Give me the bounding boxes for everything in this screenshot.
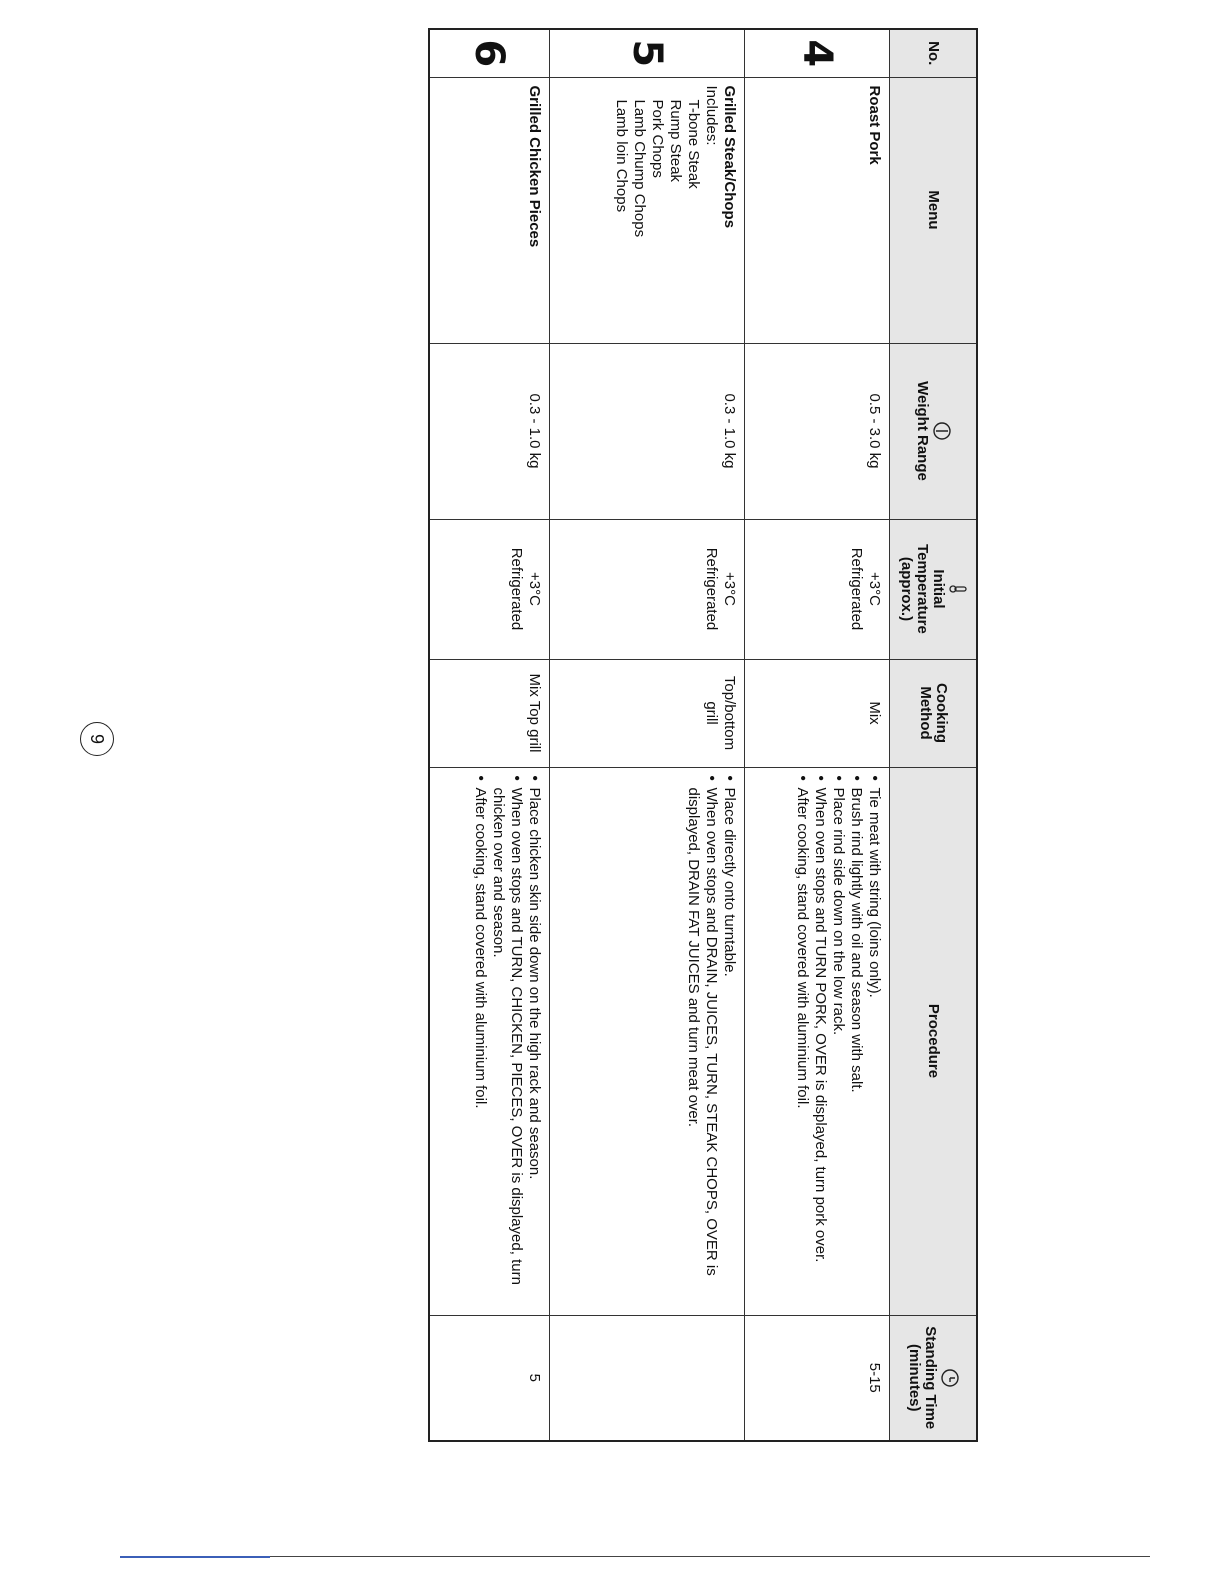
header-no: No. [890,29,978,77]
procedure-cell [745,767,890,1315]
header-temp-label: Initial Temperature (approx.) [898,544,947,634]
menu-title: Grilled Chicken Pieces [525,85,543,248]
procedure-step: • Place chicken skin side down on the high rack and season. [525,776,543,1307]
procedure-step: • When oven stops and TURN, CHICKEN, PIECES, OVER is displayed, turn chicken over and season. [489,776,525,1307]
weight-cell: 0.3 - 1.0 kg [429,343,549,519]
procedure-step: • Brush rind lightly with oil and season with salt. [847,776,865,1307]
bottom-rule-accent [120,1556,270,1558]
table-row [549,29,744,1441]
temp-label: Refrigerated [703,547,721,631]
menu-cell [549,77,744,343]
procedure-list [793,776,883,1307]
temp-value: +3°C [525,572,543,606]
procedure-step: • Tie meat with string (loins only). [865,776,883,1307]
header-method: Cooking Method [890,659,978,767]
method-cell: Top/bottom grill [549,659,744,767]
weight-cell: 0.5 - 3.0 kg [745,343,890,519]
menu-title: Grilled Steak/Chops [721,85,739,229]
temp-cell [549,519,744,659]
method-cell: Mix [745,659,890,767]
header-procedure: Procedure [890,767,978,1315]
thermometer-icon [948,579,968,599]
standing-cell: 5-15 [745,1315,890,1441]
header-weight [890,343,978,519]
procedure-cell [429,767,549,1315]
weight-icon [932,421,952,441]
row-number: 6 [429,29,549,77]
temp-value: +3°C [721,572,739,606]
row-number: 4 [745,29,890,77]
temp-label: Refrigerated [507,547,525,631]
cooking-table-rotated [428,28,978,1440]
row-number: 5 [549,29,744,77]
standing-cell [549,1315,744,1441]
header-row [890,29,978,1441]
procedure-step: • Place directly onto turntable. [720,776,738,1307]
menu-item: T-bone Steak [685,99,703,189]
procedure-list [471,776,543,1307]
procedure-step: • When oven stops and TURN PORK, OVER is displayed, turn pork over. [811,776,829,1307]
temp-label: Refrigerated [848,547,865,631]
table-row [429,29,549,1441]
weight-cell: 0.3 - 1.0 kg [549,343,744,519]
procedure-step: • Place rind side down on the low rack. [829,776,847,1307]
header-temp [890,519,978,659]
bottom-rule [120,1556,1150,1557]
procedure-cell [549,767,744,1315]
menu-item: Pork Chops [649,99,667,178]
header-standing [890,1315,978,1441]
temp-cell [745,519,890,659]
header-standing-label: Standing Time (minutes) [906,1326,939,1430]
menu-title: Roast Pork [866,85,883,165]
menu-cell [429,77,549,343]
menu-cell [745,77,890,343]
menu-item: Lamb loin Chops [613,99,631,213]
menu-includes: Includes: [703,85,721,146]
page-number: 9 [80,722,114,756]
procedure-list [684,776,738,1307]
cooking-table [428,28,978,1442]
temp-value: +3°C [866,572,883,606]
temp-cell [429,519,549,659]
procedure-step: • When oven stops and DRAIN, JUICES, TURN, STEAK CHOPS, OVER is displayed, DRAIN FAT JUICES and turn meat over. [684,776,720,1307]
header-weight-label: Weight Range [914,381,931,481]
method-cell: Mix Top grill [429,659,549,767]
clock-icon [940,1368,960,1388]
menu-item: Rump Steak [667,99,685,183]
procedure-step: • After cooking, stand covered with aluminium foil. [471,776,489,1307]
menu-item: Lamb Chump Chops [631,99,649,238]
header-menu: Menu [890,77,978,343]
table-row [745,29,890,1441]
procedure-step: • After cooking, stand covered with aluminium foil. [793,776,811,1307]
standing-cell: 5 [429,1315,549,1441]
